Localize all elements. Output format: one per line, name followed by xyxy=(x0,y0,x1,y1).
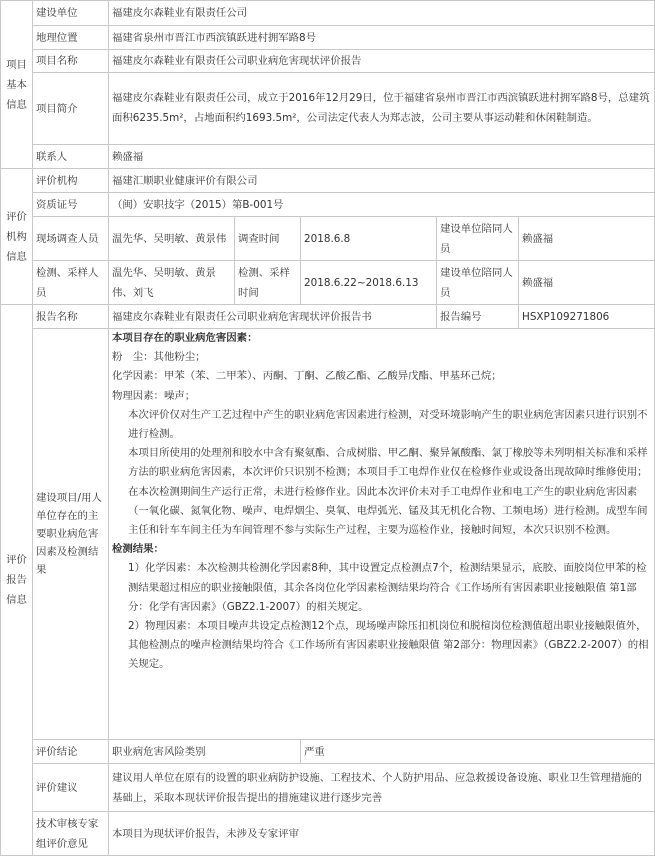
label-report-name: 报告名称 xyxy=(33,305,109,329)
value-location: 福建省泉州市晋江市西滨镇跃进村拥军路8号 xyxy=(109,26,655,50)
label-sampling-accompany: 建设单位陪同人员 xyxy=(437,261,519,305)
value-project-intro: 福建皮尔森鞋业有限责任公司，成立于2016年12月29日，位于福建省泉州市晋江市西滨镇跃进村拥军路8号，总建筑面积6235.5m²，占地面积约1693.5m²，公司法定代表人为郑志波，公司主要从事运动鞋和休闲鞋制造。 xyxy=(109,73,655,145)
section-label: 评价 报告 信息 xyxy=(6,554,27,606)
section-report xyxy=(1,305,33,856)
label-report-no: 报告编号 xyxy=(437,305,519,329)
value-advice: 建议用人单位在原有的设置的职业病防护设施、工程技术、个人防护用品、应急救援设备设施、职业卫生管理措施的基础上，采取本现状评价报告提出的措施建议进行逐步完善 xyxy=(109,764,655,812)
conclusion-value: 严重 xyxy=(301,740,655,764)
hazard-dust: 粉 尘：其他粉尘； xyxy=(112,351,206,364)
value-expert-opinion: 本项目为现状评价报告，未涉及专家评审 xyxy=(109,812,655,856)
value-survey-staff: 温先华、吴明敏、黄景伟 xyxy=(109,217,235,261)
label-sampling-staff: 检测、采样人员 xyxy=(33,261,109,305)
hazard-chemical: 化学因素：甲苯（苯、二甲苯）、丙酮、丁酮、乙酸乙酯、乙酸异戊酯、甲基环己烷； xyxy=(112,370,502,383)
section-agency xyxy=(1,169,33,305)
hazard-note-scope: 本次评价仅对生产工艺过程中产生的职业病危害因素进行检测，对受环境影响产生的职业病危害因素只进行识别不进行检测。 xyxy=(128,408,648,441)
value-report-no: HSXP109271806 xyxy=(519,305,655,329)
hazard-note-exclusions: 本项目所使用的处理剂和胶水中含有聚氨酯、合成树脂、甲乙酮、聚异氰酸酯、氯丁橡胶等未列明相关标准和采样方法的职业病危害因素，本次评价只识别不检测；本项目手工电焊作业仅在检修作业或设备出现故障时维修使用；在本次检测期间生产运行正常，未进行检修作业。因此本次评价未对手工电焊作业和电工产生的职业病危害因素（一氧化碳、氮氧化物、噪声、电焊烟尘、臭氧、电焊弧光、锰及其无机化合物、工频电场）进行检测。成型车间主任和针车车间主任为车间管理不参与实际生产过程，主要为巡检作业，接触时间短，本次只识别不检测。 xyxy=(128,447,648,537)
label-agency: 评价机构 xyxy=(33,169,109,193)
value-agency: 福建汇顺职业健康评价有限公司 xyxy=(109,169,655,193)
value-contact: 赖盛福 xyxy=(109,145,655,169)
label-builder: 建设单位 xyxy=(33,1,109,26)
label-conclusion: 评价结论 xyxy=(33,740,109,764)
value-sampling-staff: 温先华、吴明敏、黄景伟、刘飞 xyxy=(109,261,235,305)
label-location: 地理位置 xyxy=(33,26,109,50)
value-project-name: 福建皮尔森鞋业有限责任公司职业病危害现状评价报告 xyxy=(109,50,655,73)
label-expert-opinion: 技术审核专家组评价意见 xyxy=(33,812,109,856)
label-advice: 评价建议 xyxy=(33,764,109,812)
value-builder: 福建皮尔森鞋业有限责任公司 xyxy=(109,1,655,26)
value-survey-time: 2018.6.8 xyxy=(301,217,437,261)
label-contact: 联系人 xyxy=(33,145,109,169)
value-cert: （闽）安职技字（2015）第B-001号 xyxy=(109,193,655,217)
label-hazards: 建设项目/用人单位存在的主要职业病危害因素及检测结果 xyxy=(33,329,109,740)
conclusion-type: 职业病危害风险类别 xyxy=(109,740,301,764)
label-survey-staff: 现场调查人员 xyxy=(33,217,109,261)
hazards-heading: 本项目存在的职业病危害因素： xyxy=(112,332,258,344)
value-sampling-accompany: 赖盛福 xyxy=(519,261,655,305)
label-sampling-time: 检测、采样时间 xyxy=(235,261,301,305)
label-survey-accompany: 建设单位陪同人员 xyxy=(437,217,519,261)
label-project-intro: 项目简介 xyxy=(33,73,109,145)
label-cert: 资质证号 xyxy=(33,193,109,217)
value-survey-accompany: 赖盛福 xyxy=(519,217,655,261)
section-project-basic xyxy=(1,1,33,169)
section-label: 评价 机构 信息 xyxy=(6,210,27,263)
result-chemical: 1）化学因素：本次检测共检测化学因素8种，其中设置定点检测点7个，检测结果显示，底胶、面胶岗位甲苯的检测结果超过相应的职业接触限值，其余各岗位化学因素检测结果均符合《工作场所有害因素职业接触限值 第1部分：化学有害因素》（GBZ2.1-2007）的相关规定。 xyxy=(128,562,647,613)
label-project-name: 项目名称 xyxy=(33,50,109,73)
hazard-physical: 物理因素：噪声； xyxy=(112,389,196,402)
hazards-detail xyxy=(109,329,655,740)
value-sampling-time: 2018.6.22~2018.6.13 xyxy=(301,261,437,305)
section-label: 项目 基本 信息 xyxy=(6,58,27,111)
results-heading: 检测结果： xyxy=(112,543,164,556)
value-report-name: 福建皮尔森鞋业有限责任公司职业病危害现状评价报告书 xyxy=(109,305,437,329)
label-survey-time: 调查时间 xyxy=(235,217,301,261)
result-physical: 2）物理因素：本项目噪声共设定点检测12个点，现场噪声除压扣机岗位和脱楦岗位检测值超出职业接触限值外，其他检测点的噪声检测结果均符合《工作场所有害因素职业接触限值 第2部分：物理因素》（GBZ2.2-2007）的相关规定。 xyxy=(128,620,649,671)
